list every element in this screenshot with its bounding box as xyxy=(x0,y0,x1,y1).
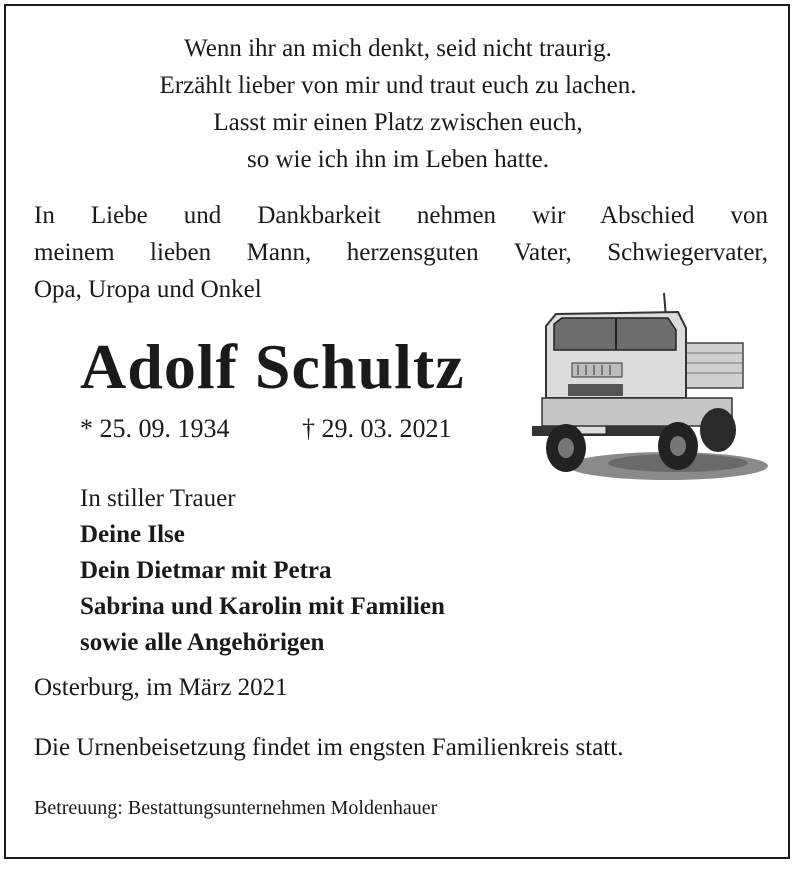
poem-line: so wie ich ihn im Leben hatte. xyxy=(246,146,549,173)
birth-date: * 25. 09. 1934 xyxy=(80,414,230,443)
poem-line: Erzählt lieber von mir und traut euch zu lachen. xyxy=(159,72,637,99)
poem xyxy=(0,30,796,178)
intro-line: Opa, Uropa und Onkel xyxy=(34,276,262,303)
poem-line: Wenn ihr an mich denkt, seid nicht traurig. xyxy=(184,35,612,62)
mourner-name: Sabrina und Karolin mit Familien xyxy=(80,593,445,620)
mourner-name: Dein Dietmar mit Petra xyxy=(80,557,332,584)
intro-line: meinem lieben Mann, herzensguten Vater, Schwiegervater, xyxy=(34,239,768,266)
place-date: Osterburg, im März 2021 xyxy=(34,674,288,701)
mourner-name: sowie alle Angehörigen xyxy=(80,629,325,656)
mourner-name: Deine Ilse xyxy=(80,521,185,548)
deceased-name: Adolf Schultz xyxy=(80,331,465,402)
mourners-block xyxy=(80,481,445,661)
funeral-home-credit: Betreuung: Bestattungsunternehmen Moldenhauer xyxy=(34,797,438,819)
death-date: † 29. 03. 2021 xyxy=(302,414,452,443)
truck-photo xyxy=(528,288,768,483)
burial-note: Die Urnenbeisetzung findet im engsten Familienkreis statt. xyxy=(34,734,624,761)
intro-line: In Liebe und Dankbarkeit nehmen wir Abschied von xyxy=(34,202,768,229)
mourners-heading: In stiller Trauer xyxy=(80,485,236,512)
poem-line: Lasst mir einen Platz zwischen euch, xyxy=(213,109,583,136)
